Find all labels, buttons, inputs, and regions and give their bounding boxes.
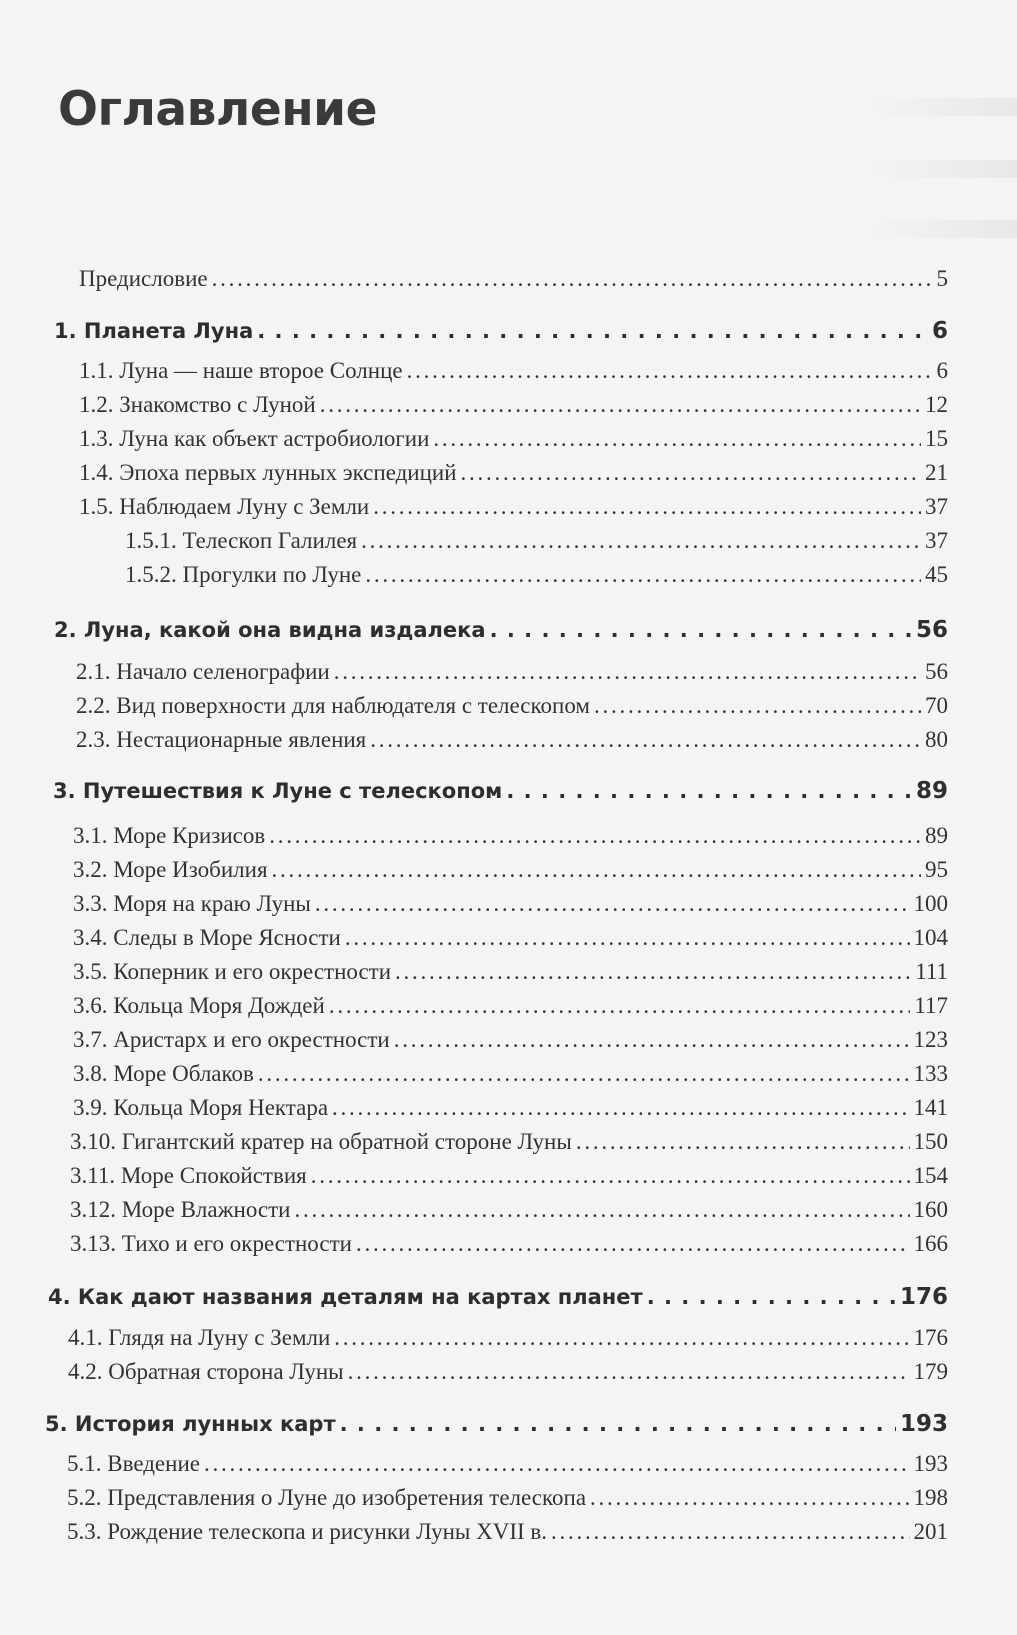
dot-leader (395, 959, 911, 985)
toc-entry (79, 266, 948, 292)
toc-entry-title: 1.5.1. Телескоп Галилея (125, 528, 358, 553)
toc-entry-title: 1.3. Луна как объект астробиологии (79, 426, 430, 451)
toc-entry-title: 3.6. Кольца Моря Дождей (73, 993, 325, 1018)
toc-entry-title: 3.4. Следы в Море Ясности (73, 925, 341, 950)
dot-leader (361, 528, 921, 554)
dot-leader (334, 1325, 909, 1351)
toc-entry-title: 1.5. Наблюдаем Луну с Земли (79, 494, 370, 519)
toc-entry-page: 117 (914, 993, 948, 1018)
toc-entry (73, 1061, 948, 1087)
dot-leader (204, 1451, 910, 1477)
dot-leader (590, 1485, 909, 1511)
toc-chapter (54, 617, 948, 643)
toc-entry-page: 154 (913, 1163, 948, 1188)
toc-entry-title: 2.2. Вид поверхности для наблюдателя с телескопом (76, 693, 590, 718)
toc-entry-page: 37 (925, 494, 948, 519)
toc-entry-page: 12 (925, 392, 948, 417)
toc-entry (79, 358, 948, 384)
toc-entry (70, 1197, 948, 1223)
toc-entry-title: 1.5.2. Прогулки по Луне (125, 562, 362, 587)
dot-leader (576, 1129, 910, 1155)
dot-leader (594, 693, 921, 719)
toc-entry-title: 3.9. Кольца Моря Нектара (73, 1095, 329, 1120)
toc-entry-title: 3.2. Море Изобилия (73, 857, 268, 882)
toc-entry-title: 3.3. Моря на краю Луны (73, 891, 311, 916)
toc-entry-page: 150 (913, 1129, 948, 1154)
dot-leader (647, 1285, 896, 1309)
toc-entry-page: 201 (913, 1519, 948, 1544)
toc-chapter-page: 176 (899, 1284, 948, 1310)
toc-entry-title: 5.3. Рождение телескопа и рисунки Луны XVII в. (67, 1519, 548, 1544)
toc-entry (79, 494, 948, 520)
toc-entry-title: Предисловие (79, 266, 208, 291)
toc-entry-title: 1.4. Эпоха первых лунных экспедиций (79, 460, 457, 485)
toc-entry (73, 823, 948, 849)
toc-entry (70, 1163, 948, 1189)
page-title: Оглавление (58, 82, 377, 137)
toc-entry (76, 727, 948, 753)
toc-entry-page: 5 (936, 266, 948, 291)
toc-chapter-page: 193 (899, 1411, 948, 1437)
toc-chapter (48, 1284, 948, 1310)
toc-chapter-title: 3. Путешествия к Луне с телескопом (53, 779, 503, 803)
dot-leader (365, 562, 921, 588)
toc-entry-title: 3.10. Гигантский кратер на обратной стороне Луны (70, 1129, 572, 1154)
toc-entry (73, 925, 948, 951)
toc-entry (70, 1129, 948, 1155)
dot-leader (461, 460, 921, 486)
toc-entry-page: 45 (925, 562, 948, 587)
toc-chapter-page: 6 (931, 318, 948, 344)
toc-entry-page: 15 (925, 426, 948, 451)
toc-entry (76, 659, 948, 685)
toc-entry-page: 80 (925, 727, 948, 752)
toc-entry (67, 1485, 948, 1511)
dot-leader (433, 426, 921, 452)
toc-entry-page: 160 (913, 1197, 948, 1222)
toc-entry (73, 993, 948, 1019)
toc-entry-page: 133 (913, 1061, 948, 1086)
toc-entry-page: 123 (913, 1027, 948, 1052)
dot-leader (320, 392, 921, 418)
dot-leader (212, 266, 933, 292)
toc-entry-title: 5.2. Представления о Луне до изобретения телескопа (67, 1485, 587, 1510)
toc-entry-title: 3.8. Море Облаков (73, 1061, 254, 1086)
toc-entry-title: 3.5. Коперник и его окрестности (73, 959, 392, 984)
toc-entry-page: 70 (925, 693, 948, 718)
toc-entry-title: 1.2. Знакомство с Луной (79, 392, 316, 417)
dot-leader (334, 659, 921, 685)
toc-entry (68, 1325, 948, 1351)
dot-leader (394, 1027, 910, 1053)
dot-leader (329, 993, 911, 1019)
toc-entry-page: 21 (925, 460, 948, 485)
toc-entry-title: 3.1. Море Кризисов (73, 823, 266, 848)
toc-entry-page: 56 (925, 659, 948, 684)
dot-leader (269, 823, 921, 849)
toc-entry (67, 1451, 948, 1477)
dot-leader (356, 1231, 910, 1257)
dot-leader (490, 618, 912, 642)
toc-entry-title: 3.11. Море Спокойствия (70, 1163, 307, 1188)
toc-entry-page: 100 (913, 891, 948, 916)
toc-entry-title: 4.2. Обратная сторона Луны (68, 1359, 344, 1384)
dot-leader (311, 1163, 910, 1189)
toc-chapter-title: 5. История лунных карт (45, 1412, 336, 1436)
toc-entry (73, 891, 948, 917)
toc-entry (79, 392, 948, 418)
toc-entry (125, 562, 948, 588)
toc-entry (67, 1519, 948, 1545)
toc-chapter-page: 56 (915, 617, 948, 643)
toc-entry-title: 3.12. Море Влажности (70, 1197, 291, 1222)
toc-entry-page: 37 (925, 528, 948, 553)
dot-leader (551, 1519, 909, 1545)
toc-entry-page: 104 (913, 925, 948, 950)
toc-entry-page: 141 (913, 1095, 948, 1120)
toc-entry-title: 5.1. Введение (67, 1451, 200, 1476)
dot-leader (294, 1197, 909, 1223)
toc-entry (73, 1095, 948, 1121)
toc-entry-page: 95 (925, 857, 948, 882)
toc-entry-page: 89 (925, 823, 948, 848)
toc-entry-page: 198 (913, 1485, 948, 1510)
toc-entry-title: 3.7. Аристарх и его окрестности (73, 1027, 390, 1052)
toc-chapter (45, 1411, 948, 1437)
toc-entry-title: 1.1. Луна — наше второе Солнце (79, 358, 403, 383)
toc-entry (73, 1027, 948, 1053)
dot-leader (258, 1061, 910, 1087)
toc-entry-page: 179 (913, 1359, 948, 1384)
toc-entry-title: 2.1. Начало селенографии (76, 659, 330, 684)
toc-entry-page: 166 (913, 1231, 948, 1256)
toc-chapter (53, 778, 948, 804)
toc-entry-title: 2.3. Нестационарные явления (76, 727, 367, 752)
dot-leader (332, 1095, 909, 1121)
toc-entry-title: 4.1. Глядя на Луну с Земли (68, 1325, 331, 1350)
dot-leader (340, 1412, 896, 1436)
toc-chapter (54, 318, 948, 344)
toc-chapter-page: 89 (915, 778, 948, 804)
dot-leader (272, 857, 921, 883)
toc-chapter-title: 2. Луна, какой она видна издалека (54, 618, 486, 642)
dot-leader (506, 779, 912, 803)
toc-chapter-title: 1. Планета Луна (54, 319, 254, 343)
toc-entry-page: 6 (936, 358, 948, 383)
toc-entry (125, 528, 948, 554)
dot-leader (348, 1359, 910, 1385)
toc-entry-page: 111 (915, 959, 948, 984)
toc-entry (73, 857, 948, 883)
toc-entry (68, 1359, 948, 1385)
toc-entry-page: 193 (913, 1451, 948, 1476)
toc-entry-title: 3.13. Тихо и его окрестности (70, 1231, 352, 1256)
dot-leader (345, 925, 910, 951)
toc-entry (73, 959, 948, 985)
dot-leader (407, 358, 933, 384)
dot-leader (257, 319, 928, 343)
toc-chapter-title: 4. Как дают названия деталям на картах планет (48, 1285, 643, 1309)
toc-entry (70, 1231, 948, 1257)
toc-entry (79, 426, 948, 452)
dot-leader (370, 727, 921, 753)
toc-entry-page: 176 (913, 1325, 948, 1350)
toc-entry (79, 460, 948, 486)
toc-entry (76, 693, 948, 719)
dot-leader (373, 494, 921, 520)
dot-leader (315, 891, 910, 917)
